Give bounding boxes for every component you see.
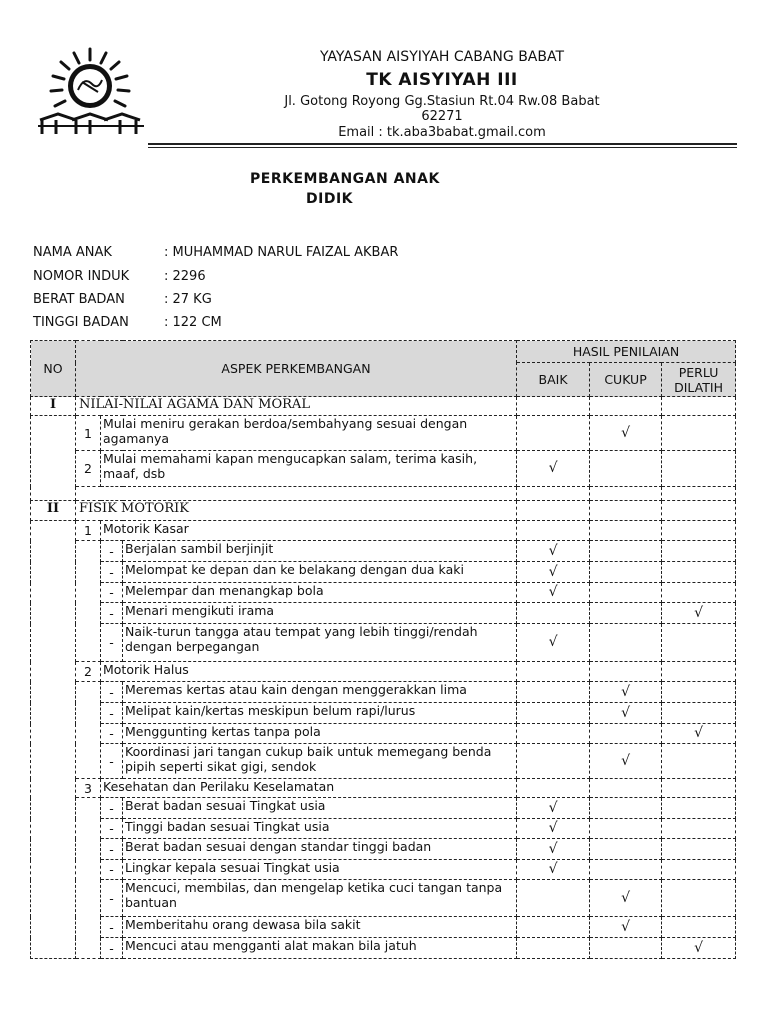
table-row	[31, 860, 736, 880]
section-title: NILAI-NILAI AGAMA DAN MORAL	[76, 397, 517, 416]
table-row	[31, 880, 736, 917]
check-mark: √	[662, 603, 736, 624]
item-text: Melempar dan menangkap bola	[123, 583, 517, 603]
header-divider-thick	[148, 143, 737, 145]
school-name: TK AISYIYAH III	[366, 70, 518, 90]
item-text: Mulai meniru gerakan berdoa/sembahyang sesuai dengan agamanya	[101, 416, 517, 451]
logo-base	[38, 114, 144, 134]
height-value: : 122 CM	[164, 315, 222, 330]
table-row	[31, 839, 736, 860]
group-number: 2	[76, 662, 101, 682]
item-text: Mulai memahami kapan mengucapkan salam, terima kasih, maaf, dsb	[101, 451, 517, 487]
address-line-2: 62271	[421, 109, 463, 124]
bullet-dash: -	[101, 938, 123, 959]
table-row	[31, 724, 736, 744]
section-row	[31, 397, 736, 416]
address-line-1: Jl. Gotong Royong Gg.Stasiun Rt.04 Rw.08 Babat	[284, 94, 600, 109]
check-mark: √	[590, 917, 662, 938]
item-text: Naik-turun tangga atau tempat yang lebih tinggi/rendah dengan berpegangan	[123, 624, 517, 662]
bullet-dash: -	[101, 724, 123, 744]
foundation-name: YAYASAN AISYIYAH CABANG BABAT	[319, 49, 565, 65]
document-title-line-2: DIDIK	[306, 191, 354, 207]
assessment-table	[30, 340, 736, 959]
item-text: Lingkar kepala sesuai Tingkat usia	[123, 860, 517, 880]
student-id-label: NOMOR INDUK	[33, 269, 130, 284]
header-good: BAIK	[517, 363, 590, 397]
group-row	[31, 779, 736, 798]
bullet-dash: -	[101, 682, 123, 703]
check-mark: √	[517, 583, 590, 603]
bullet-dash: -	[101, 860, 123, 880]
check-mark: √	[590, 703, 662, 724]
table-row	[31, 583, 736, 603]
bullet-dash: -	[101, 917, 123, 938]
item-text: Koordinasi jari tangan cukup baik untuk memegang benda pipih seperti sikat gigi, sendok	[123, 744, 517, 779]
section-row	[31, 501, 736, 521]
section-number: II	[31, 501, 76, 521]
table-row	[31, 744, 736, 779]
item-number: 1	[76, 416, 101, 451]
school-logo	[32, 46, 148, 136]
check-mark: √	[517, 819, 590, 839]
header-result: HASIL PENILAIAN	[517, 341, 736, 363]
item-text: Menggunting kertas tanpa pola	[123, 724, 517, 744]
item-text: Meremas kertas atau kain dengan menggerakkan lima	[123, 682, 517, 703]
bullet-dash: -	[101, 880, 123, 917]
check-mark: √	[590, 744, 662, 779]
header-divider-thin	[148, 147, 737, 148]
table-row	[31, 562, 736, 583]
check-mark: √	[517, 451, 590, 487]
group-title: Motorik Halus	[101, 662, 517, 682]
header-no: NO	[31, 341, 76, 397]
table-row	[31, 682, 736, 703]
height-label: TINGGI BADAN	[33, 315, 129, 330]
student-name-value: : MUHAMMAD NARUL FAIZAL AKBAR	[164, 245, 399, 260]
table-row	[31, 798, 736, 819]
check-mark: √	[662, 938, 736, 959]
bullet-dash: -	[101, 541, 123, 562]
group-row	[31, 521, 736, 541]
school-email: Email : tk.aba3babat.gmail.com	[338, 125, 546, 140]
item-text: Melipat kain/kertas meskipun belum rapi/lurus	[123, 703, 517, 724]
item-text: Berat badan sesuai Tingkat usia	[123, 798, 517, 819]
item-text: Mencuci, membilas, dan mengelap ketika cuci tangan tanpa bantuan	[123, 880, 517, 917]
check-mark: √	[517, 541, 590, 562]
bullet-dash: -	[101, 603, 123, 624]
check-mark: √	[662, 724, 736, 744]
section-title: FISIK MOTORIK	[76, 501, 517, 521]
document-title-line-1: PERKEMBANGAN ANAK	[250, 171, 440, 187]
check-mark: √	[517, 839, 590, 860]
bullet-dash: -	[101, 819, 123, 839]
bullet-dash: -	[101, 798, 123, 819]
weight-value: : 27 KG	[164, 292, 212, 307]
check-mark: √	[590, 682, 662, 703]
bullet-dash: -	[101, 744, 123, 779]
item-text: Mencuci atau mengganti alat makan bila jatuh	[123, 938, 517, 959]
item-text: Melompat ke depan dan ke belakang dengan dua kaki	[123, 562, 517, 583]
bullet-dash: -	[101, 703, 123, 724]
item-text: Memberitahu orang dewasa bila sakit	[123, 917, 517, 938]
section-number: I	[31, 397, 76, 416]
group-title: Kesehatan dan Perilaku Keselamatan	[101, 779, 517, 798]
header-enough: CUKUP	[590, 363, 662, 397]
table-row	[31, 416, 736, 451]
check-mark: √	[517, 798, 590, 819]
table-row	[31, 938, 736, 959]
item-text: Menari mengikuti irama	[123, 603, 517, 624]
weight-label: BERAT BADAN	[33, 292, 125, 307]
student-name-label: NAMA ANAK	[33, 245, 112, 260]
student-id-value: : 2296	[164, 269, 206, 284]
item-number: 2	[76, 451, 101, 487]
bullet-dash: -	[101, 583, 123, 603]
table-row	[31, 603, 736, 624]
table-row	[31, 819, 736, 839]
check-mark: √	[517, 624, 590, 662]
item-text: Berat badan sesuai dengan standar tinggi badan	[123, 839, 517, 860]
bullet-dash: -	[101, 624, 123, 662]
header-needs-training: PERLU DILATIH	[662, 363, 736, 397]
group-number: 3	[76, 779, 101, 798]
table-row	[31, 703, 736, 724]
check-mark: √	[517, 860, 590, 880]
item-text: Berjalan sambil berjinjit	[123, 541, 517, 562]
check-mark: √	[590, 880, 662, 917]
group-title: Motorik Kasar	[101, 521, 517, 541]
bullet-dash: -	[101, 562, 123, 583]
table-row	[31, 451, 736, 487]
table-row	[31, 624, 736, 662]
spacer-row	[31, 487, 736, 501]
item-text: Tinggi badan sesuai Tingkat usia	[123, 819, 517, 839]
header-aspect: ASPEK PERKEMBANGAN	[76, 341, 517, 397]
table-row	[31, 917, 736, 938]
group-number: 1	[76, 521, 101, 541]
bullet-dash: -	[101, 839, 123, 860]
check-mark: √	[517, 562, 590, 583]
table-row	[31, 541, 736, 562]
group-row	[31, 662, 736, 682]
check-mark: √	[590, 416, 662, 451]
